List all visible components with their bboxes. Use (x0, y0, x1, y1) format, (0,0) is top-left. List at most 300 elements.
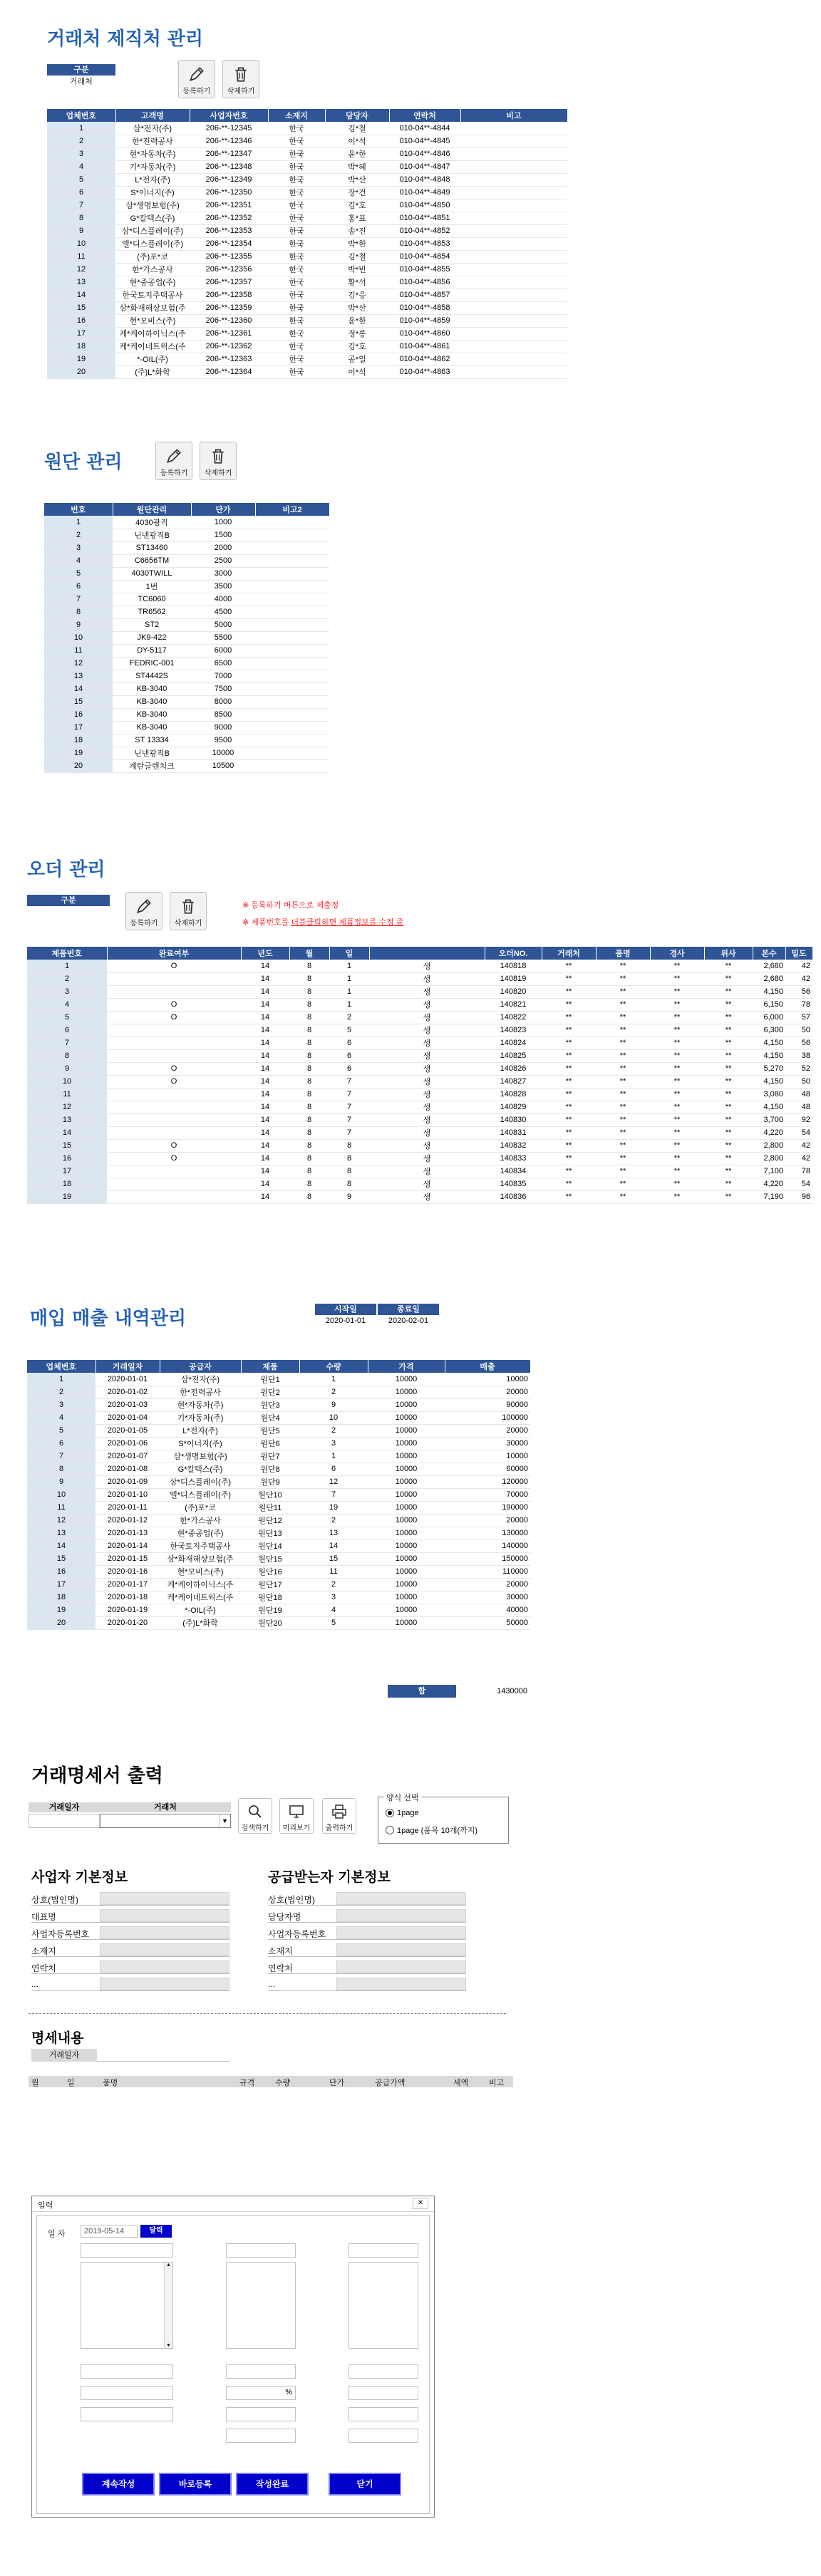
table-row[interactable] (27, 972, 812, 985)
scroll-down-icon[interactable]: ▼ (166, 2343, 171, 2348)
table-cell: 4,150 (753, 1049, 785, 1062)
invoice-print-label: 출력하기 (325, 1824, 353, 1832)
dialog-right-box-5[interactable] (348, 2407, 418, 2421)
table-cell (460, 289, 567, 301)
table-row[interactable] (44, 593, 329, 606)
continue-button[interactable]: 계속작성 (82, 2473, 155, 2496)
table-cell: 1 (329, 985, 369, 998)
table-row[interactable] (44, 759, 329, 772)
table-row[interactable] (44, 747, 329, 759)
table-cell: TR6562 (113, 606, 191, 618)
table-cell: 10500 (191, 759, 255, 772)
table-cell: 13 (47, 276, 115, 289)
table-row[interactable] (27, 1552, 530, 1565)
table-cell: 닌넨광직B (113, 747, 191, 759)
table-cell: O (107, 1152, 241, 1165)
table-cell (255, 695, 329, 708)
sales-start-value[interactable]: 2020-01-01 (325, 1316, 366, 1325)
vendor-delete-button[interactable] (222, 60, 259, 98)
table-cell: 11 (47, 250, 115, 263)
table-cell (255, 721, 329, 734)
table-row[interactable] (47, 314, 567, 327)
dialog-left-box-2[interactable] (81, 2364, 173, 2379)
table-row[interactable] (27, 1424, 530, 1437)
table-cell (460, 173, 567, 186)
table-cell: 한국 (268, 250, 325, 263)
table-cell: ** (542, 1062, 596, 1075)
table-row[interactable] (47, 353, 567, 365)
table-cell: 8500 (191, 708, 255, 721)
table-cell: 206-**-12345 (190, 122, 268, 135)
table-row[interactable] (47, 186, 567, 199)
table-cell: 박*빈 (325, 263, 389, 276)
table-cell: ** (542, 960, 596, 972)
table-cell (460, 135, 567, 147)
table-cell: ** (704, 998, 753, 1011)
table-row[interactable] (27, 1126, 812, 1139)
table-cell: 20000 (445, 1578, 530, 1591)
table-cell: 5 (44, 567, 113, 580)
table-row[interactable] (27, 1373, 530, 1386)
table-cell: ** (542, 1190, 596, 1203)
table-row[interactable] (44, 657, 329, 670)
table-cell (255, 567, 329, 580)
table-cell: 10000 (368, 1450, 445, 1463)
table-cell: 2020-01-17 (95, 1578, 160, 1591)
detail-column-header: 공급가액 (375, 2079, 406, 2087)
table-cell: 2 (299, 1386, 368, 1398)
table-row[interactable] (27, 1037, 812, 1049)
invoice-section-title: 거래명세서 출력 (31, 1765, 163, 1787)
dialog-right-box-4[interactable] (348, 2386, 418, 2400)
field-underline (31, 1973, 229, 1974)
table-row[interactable] (27, 1049, 812, 1062)
table-cell: 7000 (191, 670, 255, 682)
table-row[interactable] (47, 365, 567, 378)
table-row[interactable] (27, 1139, 812, 1152)
table-cell: 8 (329, 1139, 369, 1152)
fabric-column-header: 번호 (44, 503, 113, 516)
table-cell: 생 (369, 1049, 485, 1062)
table-cell: ** (596, 1152, 650, 1165)
table-cell (107, 1190, 241, 1203)
table-row[interactable] (47, 173, 567, 186)
table-row[interactable] (44, 644, 329, 657)
table-cell: 19 (47, 353, 115, 365)
table-cell: 3 (44, 541, 113, 554)
fabric-table (44, 503, 330, 773)
table-row[interactable] (47, 327, 567, 340)
table-row[interactable] (44, 606, 329, 618)
field-underline (31, 1939, 229, 1940)
table-row[interactable] (47, 301, 567, 314)
table-cell: O (107, 1075, 241, 1088)
table-row[interactable] (27, 1101, 812, 1113)
table-cell: ** (704, 1113, 753, 1126)
dialog-left-box-3[interactable] (81, 2386, 173, 2400)
table-row[interactable] (44, 695, 329, 708)
table-row[interactable] (27, 1398, 530, 1411)
table-row[interactable] (27, 1616, 530, 1629)
field-input[interactable] (336, 1960, 466, 1973)
pencil-icon (165, 447, 183, 465)
order-delete-button[interactable] (170, 892, 207, 930)
table-cell (107, 1088, 241, 1101)
table-row[interactable] (27, 1152, 812, 1165)
table-cell (255, 529, 329, 541)
table-cell: 1000 (191, 516, 255, 529)
table-row[interactable] (27, 1437, 530, 1450)
table-row[interactable] (44, 516, 329, 529)
scroll-up-icon[interactable]: ▲ (166, 2263, 171, 2268)
field-input[interactable] (100, 1960, 229, 1973)
table-cell: 010-04**-4856 (389, 276, 460, 289)
table-cell: 7 (44, 593, 113, 606)
table-cell (255, 734, 329, 747)
fabric-column-header: 원단관리 (113, 503, 191, 516)
detail-column-header: 일 (67, 2079, 75, 2087)
table-row[interactable] (47, 250, 567, 263)
table-cell: 2 (47, 135, 115, 147)
detail-column-header: 월 (31, 2079, 39, 2087)
dialog-listbox[interactable] (81, 2262, 173, 2349)
dialog-right-box-6[interactable] (348, 2429, 418, 2443)
table-row[interactable] (27, 1011, 812, 1024)
table-row[interactable] (27, 1450, 530, 1463)
field-input[interactable] (336, 1926, 466, 1939)
table-cell: 20 (47, 365, 115, 378)
table-cell: 16 (27, 1152, 107, 1165)
vendor-section-title: 거래처 제직처 관리 (47, 28, 204, 50)
fabric-column-header: 비고2 (255, 503, 329, 516)
table-cell: 8 (289, 1126, 329, 1139)
table-cell: 18 (27, 1591, 95, 1604)
field-input[interactable] (100, 1943, 229, 1956)
table-row[interactable] (44, 580, 329, 593)
table-row[interactable] (27, 1578, 530, 1591)
table-cell: 2020-01-01 (95, 1373, 160, 1386)
table-cell: ** (704, 1190, 753, 1203)
table-cell: ** (650, 960, 704, 972)
table-row[interactable] (27, 1075, 812, 1088)
table-row[interactable] (47, 276, 567, 289)
table-cell: 삼*생명보험(주) (115, 199, 190, 212)
table-cell: 010-04**-4847 (389, 160, 460, 173)
table-row[interactable] (47, 147, 567, 160)
table-cell: 3 (27, 985, 107, 998)
table-cell (460, 263, 567, 276)
table-cell: 한국 (268, 340, 325, 353)
field-input[interactable] (100, 1978, 229, 1990)
table-cell: 원단3 (241, 1398, 299, 1411)
table-cell: 케*케이하이닉스(주 (115, 327, 190, 340)
table-cell: DY-5117 (113, 644, 191, 657)
table-row[interactable] (44, 708, 329, 721)
close-icon[interactable]: ✕ (413, 2198, 428, 2209)
supplier-field-label: 소재지 (31, 1946, 56, 1956)
table-cell: 5 (329, 1024, 369, 1037)
field-input[interactable] (336, 1978, 466, 1990)
table-row[interactable] (44, 529, 329, 541)
table-cell: 2020-01-09 (95, 1475, 160, 1488)
table-cell: 5 (27, 1424, 95, 1437)
table-cell: ** (542, 972, 596, 985)
complete-button[interactable]: 작성완료 (236, 2473, 309, 2496)
table-cell: ** (542, 1178, 596, 1190)
table-row[interactable] (27, 998, 812, 1011)
table-cell: 3 (299, 1591, 368, 1604)
table-cell: 8 (289, 1113, 329, 1126)
fabric-delete-button[interactable] (200, 442, 237, 480)
invoice-print-button[interactable] (322, 1798, 356, 1834)
table-row[interactable] (47, 237, 567, 250)
table-cell: ** (704, 1101, 753, 1113)
invoice-search-button[interactable] (238, 1798, 272, 1834)
dialog-right-box-3[interactable] (348, 2364, 418, 2379)
table-cell: 1500 (191, 529, 255, 541)
table-cell: ** (542, 1101, 596, 1113)
dialog-mid-box-4[interactable] (226, 2407, 296, 2421)
table-cell (460, 276, 567, 289)
table-row[interactable] (27, 1190, 812, 1203)
table-cell: 3 (299, 1437, 368, 1450)
table-row[interactable] (47, 199, 567, 212)
table-cell: (주)포*코 (115, 250, 190, 263)
table-cell: 14 (241, 1011, 289, 1024)
table-cell: ** (704, 1011, 753, 1024)
dialog-calendar-button[interactable]: 달력 (140, 2225, 172, 2238)
table-cell: 6,300 (753, 1024, 785, 1037)
table-row[interactable] (47, 122, 567, 135)
table-cell: 1 (44, 516, 113, 529)
table-cell: 010-04**-4849 (389, 186, 460, 199)
receiver-field-label: ... (268, 1979, 276, 1989)
table-row[interactable] (27, 1411, 530, 1424)
table-row[interactable] (27, 1165, 812, 1178)
format-option-2-label: 1page (품목 10개(까지) (397, 1827, 478, 1835)
table-cell: 96 (785, 1190, 812, 1203)
table-cell: 78 (785, 1165, 812, 1178)
table-cell: 생 (369, 1088, 485, 1101)
table-row[interactable] (27, 1488, 530, 1501)
dialog-percent-box[interactable] (226, 2386, 296, 2400)
table-row[interactable] (27, 985, 812, 998)
vendor-register-button[interactable] (178, 60, 215, 98)
table-cell: ** (704, 1037, 753, 1049)
table-cell: ** (596, 1062, 650, 1075)
dialog-title: 입력 (38, 2201, 53, 2210)
table-cell: 206-**-12357 (190, 276, 268, 289)
table-cell (460, 340, 567, 353)
field-input[interactable] (100, 1892, 229, 1905)
table-row[interactable] (27, 1463, 530, 1475)
sales-end-date (378, 1304, 439, 1326)
table-row[interactable] (27, 1527, 530, 1539)
table-row[interactable] (27, 1178, 812, 1190)
table-cell: 2,800 (753, 1139, 785, 1152)
table-cell: 38 (785, 1049, 812, 1062)
table-cell: ** (596, 1088, 650, 1101)
order-note-1: ※ 등록하기 버튼으로 제출정 (242, 901, 339, 910)
table-cell (255, 618, 329, 631)
table-cell: 한국 (268, 276, 325, 289)
table-cell: 17 (47, 327, 115, 340)
table-cell: 14 (241, 1024, 289, 1037)
table-cell: 15 (44, 695, 113, 708)
table-cell: 한국 (268, 224, 325, 237)
table-row[interactable] (27, 1604, 530, 1616)
dialog-right-box-1[interactable] (348, 2243, 418, 2258)
table-cell: KB-3040 (113, 695, 191, 708)
table-cell: (주)L*화학 (115, 365, 190, 378)
table-cell: 8 (289, 1101, 329, 1113)
table-cell: 70000 (445, 1488, 530, 1501)
table-row[interactable] (44, 682, 329, 695)
invoice-format-title: 양식 선택 (384, 1792, 421, 1803)
table-cell: 한국 (268, 199, 325, 212)
table-row[interactable] (44, 721, 329, 734)
table-row[interactable] (27, 1088, 812, 1101)
table-cell (107, 1113, 241, 1126)
table-cell: 10000 (368, 1552, 445, 1565)
table-cell: ** (704, 1075, 753, 1088)
close-button[interactable]: 닫기 (329, 2473, 401, 2496)
vendor-filter-value[interactable]: 거래처 (70, 78, 93, 86)
table-cell: 7 (329, 1075, 369, 1088)
sales-column-header: 제품 (241, 1360, 299, 1373)
detail-column-header: 세액 (453, 2079, 469, 2087)
dialog-right-box-2[interactable] (348, 2262, 418, 2349)
invoice-preview-button[interactable] (279, 1798, 314, 1834)
table-cell: ST2 (113, 618, 191, 631)
table-cell: 4030광직 (113, 516, 191, 529)
table-row[interactable] (27, 1024, 812, 1037)
table-row[interactable] (47, 135, 567, 147)
sales-end-value[interactable]: 2020-02-01 (388, 1316, 429, 1325)
detail-column-header: 규격 (239, 2079, 255, 2087)
table-row[interactable] (47, 224, 567, 237)
table-row[interactable] (44, 631, 329, 644)
dialog-date-input[interactable]: 2019-05-14 (81, 2225, 138, 2238)
table-cell: 10000 (368, 1424, 445, 1437)
table-row[interactable] (44, 567, 329, 580)
table-cell: 010-04**-4846 (389, 147, 460, 160)
table-cell: 14 (241, 1113, 289, 1126)
table-row[interactable] (44, 734, 329, 747)
invoice-date-input[interactable] (29, 1814, 100, 1828)
table-row[interactable] (47, 263, 567, 276)
invoice-vendor-select[interactable] (100, 1814, 231, 1828)
table-row[interactable] (27, 1539, 530, 1552)
table-row[interactable] (27, 1514, 530, 1527)
table-row[interactable] (27, 1591, 530, 1604)
field-input[interactable] (336, 1909, 466, 1922)
order-column-header: 품명 (596, 947, 650, 960)
chevron-down-icon[interactable]: ▼ (219, 1814, 230, 1827)
table-row[interactable] (27, 1565, 530, 1578)
table-cell: 14 (241, 1165, 289, 1178)
table-row[interactable] (27, 960, 812, 972)
vendor-table (47, 109, 568, 379)
table-cell: 이*석 (325, 135, 389, 147)
table-row[interactable] (47, 160, 567, 173)
table-cell: 2 (299, 1578, 368, 1591)
table-row[interactable] (27, 1501, 530, 1514)
field-input[interactable] (100, 1909, 229, 1922)
field-input[interactable] (100, 1926, 229, 1939)
field-input[interactable] (336, 1943, 466, 1956)
table-cell: ** (596, 1165, 650, 1178)
table-cell: 9 (44, 618, 113, 631)
table-cell: 6 (329, 1049, 369, 1062)
table-cell: 생 (369, 1101, 485, 1113)
table-cell: 케*케이네트웍스(주 (160, 1591, 241, 1604)
dialog-mid-box-2[interactable] (226, 2262, 296, 2349)
table-cell: ** (542, 1139, 596, 1152)
table-row[interactable] (44, 554, 329, 567)
table-cell: 6 (27, 1024, 107, 1037)
table-row[interactable] (44, 541, 329, 554)
table-row[interactable] (27, 1475, 530, 1488)
listbox-scrollbar[interactable] (164, 2263, 172, 2348)
table-cell: G*칼텍스(주) (115, 212, 190, 224)
table-row[interactable] (27, 1386, 530, 1398)
order-column-header: 본수 (753, 947, 785, 960)
table-cell: 케*케이하이닉스(주 (160, 1578, 241, 1591)
table-cell: 14 (44, 682, 113, 695)
table-cell: 생 (369, 1011, 485, 1024)
table-cell: 정*롱 (325, 327, 389, 340)
order-column-header (369, 947, 485, 960)
order-register-button[interactable] (125, 892, 162, 930)
table-cell: 17 (44, 721, 113, 734)
fabric-register-button[interactable] (155, 442, 192, 480)
table-cell: 10 (47, 237, 115, 250)
field-input[interactable] (336, 1892, 466, 1905)
dialog-mid-box-3[interactable] (226, 2364, 296, 2379)
order-filter-value[interactable] (27, 906, 110, 919)
dialog-mid-box-1[interactable] (226, 2243, 296, 2258)
table-cell: O (107, 1139, 241, 1152)
table-cell: ** (542, 1088, 596, 1101)
table-cell (460, 250, 567, 263)
direct-register-button[interactable]: 바로등록 (159, 2473, 232, 2496)
dialog-mid-box-5[interactable] (226, 2429, 296, 2443)
table-row[interactable] (47, 212, 567, 224)
table-cell: 6000 (191, 644, 255, 657)
table-cell: 140823 (485, 1024, 542, 1037)
table-row[interactable] (44, 618, 329, 631)
table-cell: 206-**-12351 (190, 199, 268, 212)
table-row[interactable] (27, 1062, 812, 1075)
table-cell: 10000 (191, 747, 255, 759)
table-cell: 생 (369, 1024, 485, 1037)
table-cell: 3 (47, 147, 115, 160)
order-column-header: 완료여부 (107, 947, 241, 960)
table-cell: 12 (44, 657, 113, 670)
table-cell: 2020-01-10 (95, 1488, 160, 1501)
dialog-left-box-1[interactable] (81, 2243, 173, 2258)
detail-date-label: 거래일자 (31, 2049, 97, 2062)
dialog-left-box-4[interactable] (81, 2407, 173, 2421)
table-row[interactable] (27, 1113, 812, 1126)
table-row[interactable] (47, 289, 567, 301)
format-radio-2[interactable] (386, 1826, 394, 1834)
table-cell: ** (542, 998, 596, 1011)
table-row[interactable] (47, 340, 567, 353)
table-row[interactable] (44, 670, 329, 682)
format-radio-1[interactable] (386, 1809, 394, 1817)
